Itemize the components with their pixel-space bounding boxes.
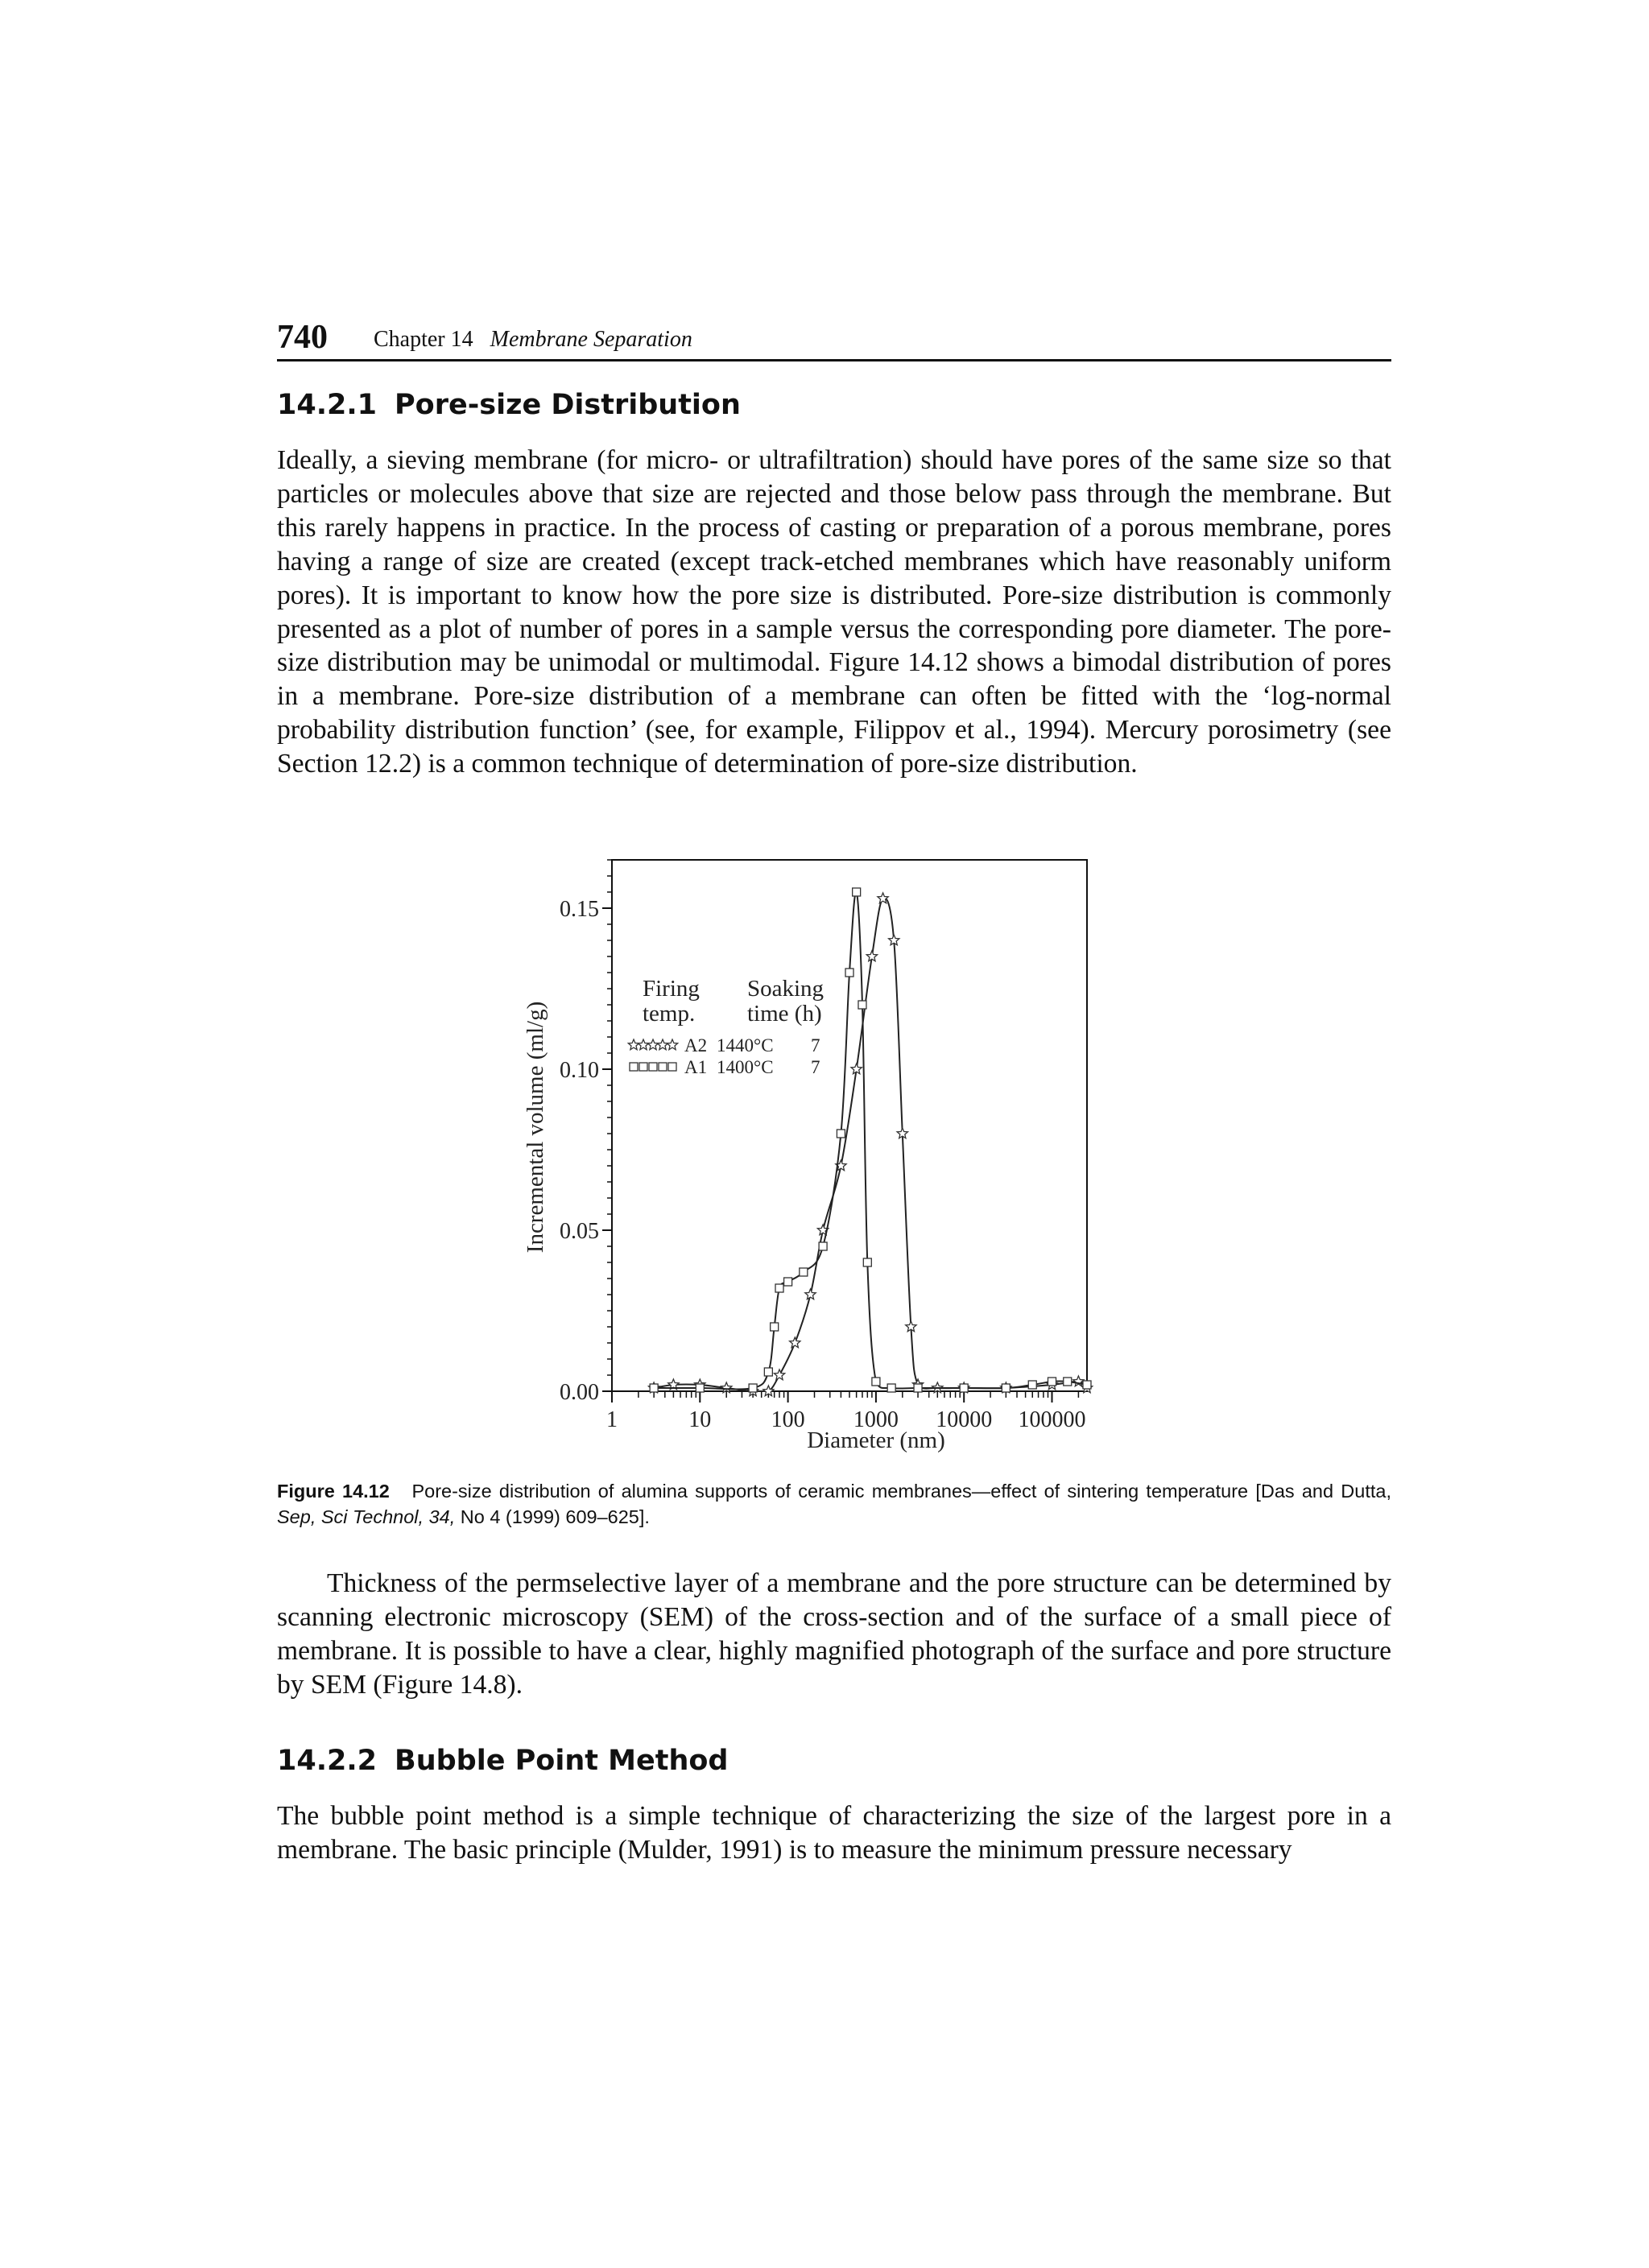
data-point [897,1128,907,1138]
x-tick-label: 100000 [1018,1407,1086,1432]
chapter-number: Chapter 14 [374,327,473,352]
legend-header-firing: Firing [643,976,700,1002]
y-axis-label: Incremental volume (ml/g) [523,1001,548,1254]
data-point [749,1384,757,1392]
data-point [1083,1381,1091,1389]
y-tick-label: 0.00 [560,1380,599,1405]
x-tick-label: 10000 [936,1407,993,1432]
chapter-title: Membrane Separation [490,327,692,352]
paragraph-sem: Thickness of the permselective layer of a membrane and the pore structure can be determined by scanning electronic microscopy (SEM) of the cross-section and of the surface of a small piece of membrane. It is possible to have a clear, highly magnified photograph of the surface and pore structure by SEM (Figure 14.8). [277,1568,1391,1700]
y-tick-label: 0.05 [560,1219,599,1244]
legend-firing-temp: 1400°C [717,1057,774,1077]
data-point [872,1378,880,1386]
axes [560,860,1086,1432]
data-point [906,1321,916,1332]
data-point [863,1258,871,1266]
caption-text: Pore-size distribution of alumina supports of ceramic membranes—effect of sintering temperature [Das and Dutta, [411,1481,1391,1502]
data-point [1064,1378,1072,1386]
page-number: 740 [277,319,328,356]
data-point [960,1384,968,1392]
plot-frame [612,860,1087,1391]
series-layer [649,888,1093,1396]
data-point [914,1384,922,1392]
data-point [784,1278,792,1286]
data-point [775,1284,783,1292]
legend-series-name: A2 [684,1035,708,1056]
data-point [887,1384,895,1392]
data-point [764,1368,772,1376]
legend-firing-temp: 1440°C [717,1035,774,1056]
data-point [774,1369,784,1380]
data-point [819,1242,827,1250]
legend-marker [667,1039,677,1050]
caption-volume: 34, [428,1506,456,1527]
legend-soaking-time: 7 [811,1035,820,1056]
legend-marker [639,1063,647,1071]
paragraph-pore-size: Ideally, a sieving membrane (for micro- or ultrafiltration) should have pores of the same size so that particles or molecules above that size are rejected and those below pass through the membrane. But this rarely happens in practice. In the process of casting or preparation of a porous membrane, pores having a range of size are created (except track-etched membranes which have reasonably uniform pores). It is important to know how the pore size is distributed. Pore-size distribution is commonly presented as a plot of number of pores in a sample versus the corresponding pore diameter. The pore-size distribution may be unimodal or multimodal. Figure 14.12 shows a bimodal distribution of pores in a membrane. Pore-size distribution of a membrane can often be fitted with the ‘log-normal probability distribution function’ (see, for example, Filippov et al., 1994). Mercury porosimetry (see Section 12.2) is a common technique of determination of pore-size distribution. [277,445,1391,779]
figure-caption [277,1478,1391,1530]
data-point [650,1384,658,1392]
chapter-label [374,327,692,353]
legend-rows [628,1035,820,1077]
legend-marker [659,1063,667,1071]
legend [628,976,824,1077]
data-point [853,888,861,896]
legend-header-soaking: Soaking [747,976,824,1002]
y-tick-label: 0.10 [560,1058,599,1083]
data-point [771,1323,779,1331]
x-axis-label: Diameter (nm) [807,1427,945,1453]
legend-soaking-time: 7 [811,1057,820,1077]
legend-marker [638,1039,648,1050]
legend-marker [649,1063,657,1071]
x-tick-label: 100 [771,1407,805,1432]
data-point [696,1384,704,1392]
data-point [851,1064,862,1074]
legend-row-a1 [630,1057,820,1077]
legend-marker [647,1039,658,1050]
x-tick-label: 10 [688,1407,712,1432]
section-title: Pore-size Distribution [395,389,741,421]
pore-size-chart [507,837,1168,1457]
data-point [1002,1384,1010,1392]
caption-journal: Sep, Sci Technol, [277,1506,424,1527]
data-point [889,935,899,945]
legend-marker [657,1039,667,1050]
section-title: Bubble Point Method [395,1745,729,1777]
x-tick-label: 1 [606,1407,618,1432]
legend-header-time: time (h) [747,1001,822,1027]
data-point [805,1289,816,1299]
figure-14-12 [507,837,1168,1457]
x-tick-label: 1000 [853,1407,899,1432]
data-point [1028,1381,1036,1389]
data-point [1048,1378,1056,1386]
section-heading-bubble-point [277,1744,728,1778]
y-tick-label: 0.15 [560,897,599,922]
data-point [837,1130,845,1138]
data-point [800,1268,808,1276]
legend-marker [628,1039,639,1050]
data-point [845,969,853,977]
data-point [878,893,888,903]
data-point [790,1337,800,1348]
legend-row-a2 [628,1035,820,1056]
data-point [866,951,877,961]
section-heading-pore-size [277,388,741,422]
figure-label: Figure 14.12 [277,1481,390,1502]
running-head [277,319,1391,361]
section-number: 14.2.2 [277,1745,378,1777]
legend-series-name: A1 [684,1057,708,1077]
legend-marker [630,1063,638,1071]
legend-marker [668,1063,676,1071]
legend-header-temp: temp. [643,1001,696,1027]
caption-rest: No 4 (1999) 609–625]. [460,1506,650,1527]
section-number: 14.2.1 [277,389,378,421]
data-point [858,1001,866,1009]
paragraph-bubble-point: The bubble point method is a simple technique of characterizing the size of the largest pore in a membrane. The basic principle (Mulder, 1991) is to measure the minimum pressure necessary [277,1801,1391,1865]
